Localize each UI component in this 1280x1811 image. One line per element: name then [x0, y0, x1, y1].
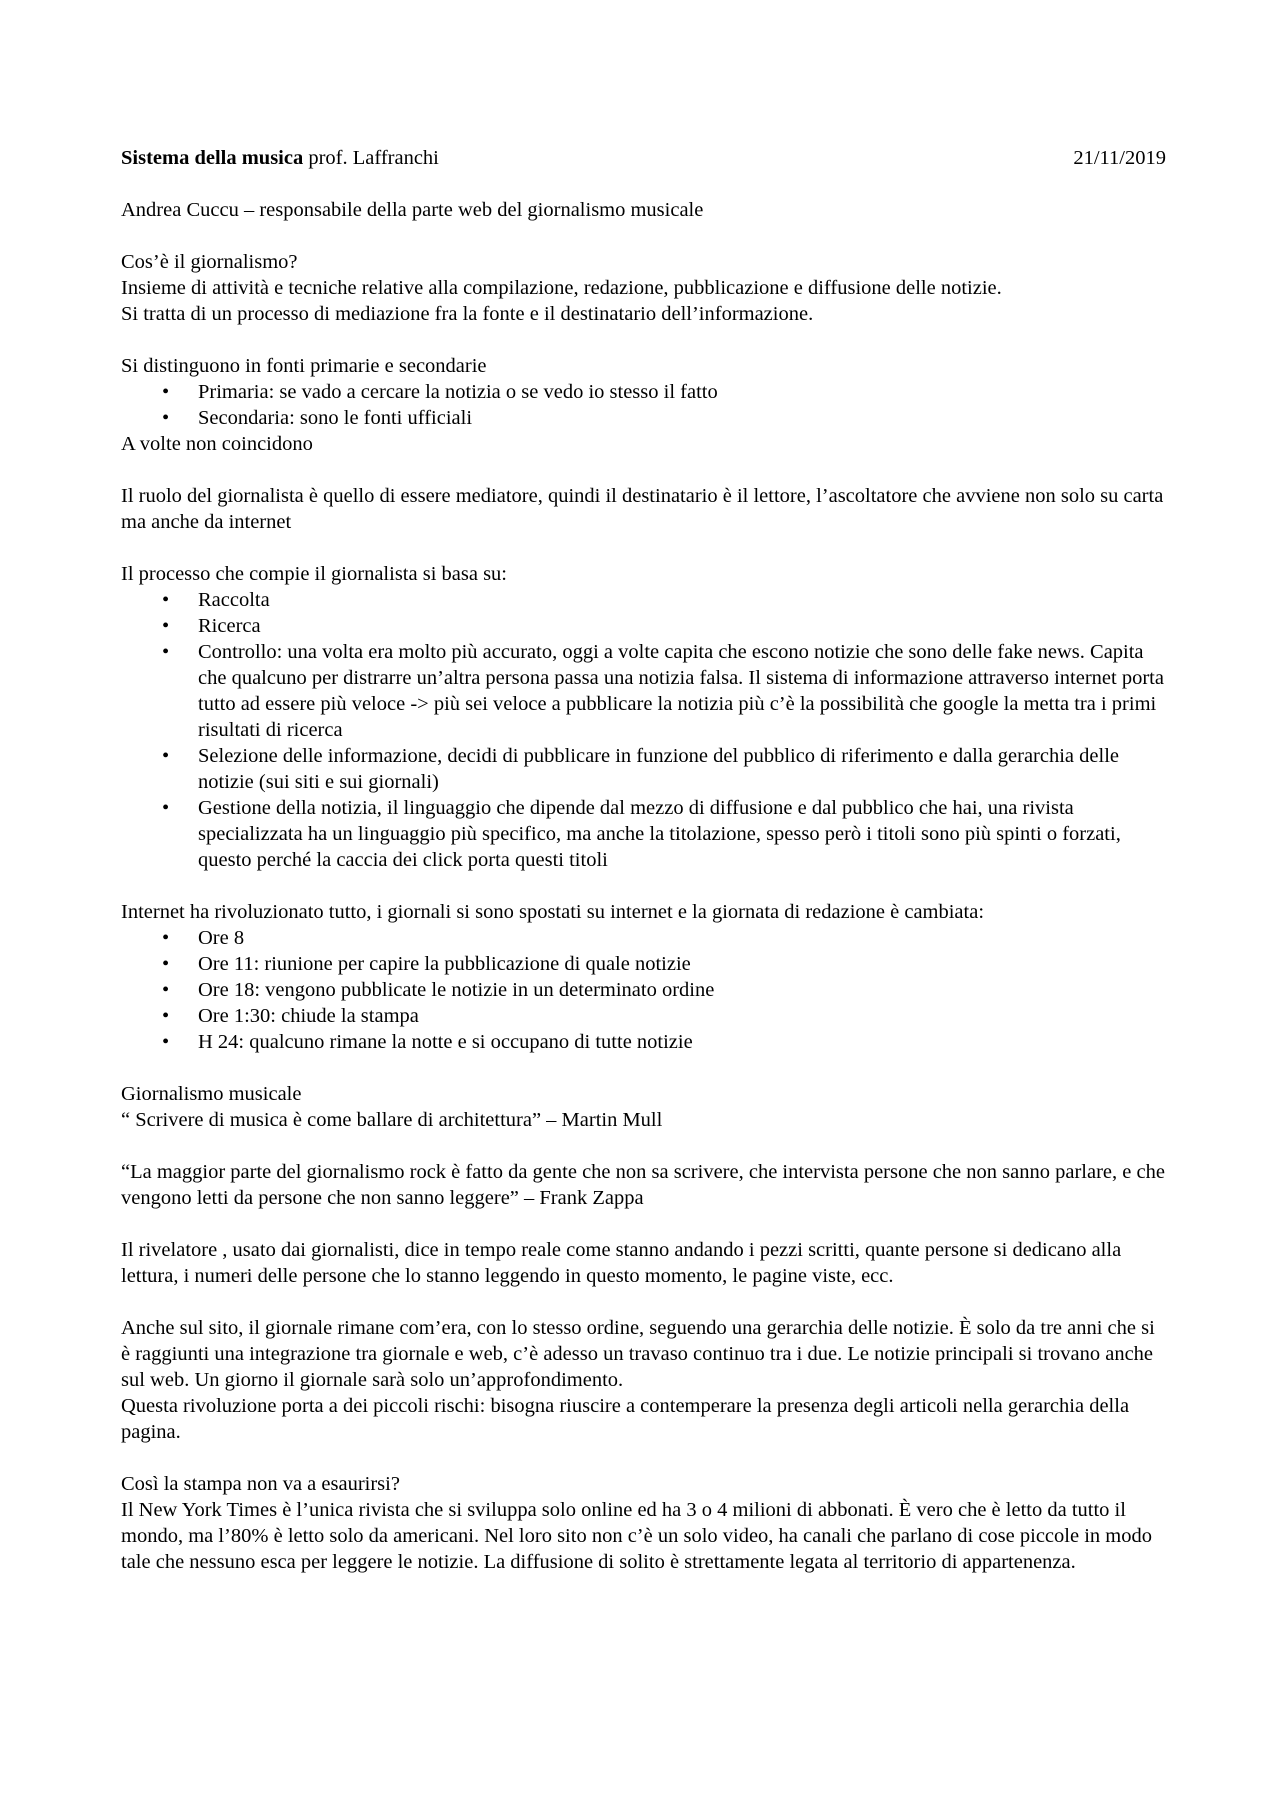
list-item: • Ore 11: riunione per capire la pubblicazione di quale notizie [121, 951, 1166, 977]
list-item: • Ore 8 [121, 925, 1166, 951]
document-page [121, 145, 1166, 1575]
fonti-list [121, 379, 1166, 431]
list-item: • Secondaria: sono le fonti ufficiali [121, 405, 1166, 431]
question-giornalismo: Cos’è il giornalismo? [121, 251, 298, 273]
document-header [121, 145, 1166, 171]
stampa-paragraph: Il New York Times è l’unica rivista che si sviluppa solo online ed ha 3 o 4 milioni di abbonati. È vero che è letto da tutto il mondo, ma l’80% è letto solo da americani. Nel loro sito non c’è un solo video, ha canali che parlano di cose piccole in modo tale che nessuno esca per leggere le notizie. La diffusione di solito è strettamente legata al territorio di appartenenza. [121, 1499, 1152, 1573]
quote-martin-mull: “ Scrivere di musica è come ballare di architettura” – Martin Mull [121, 1109, 663, 1131]
section-title-musicale: Giornalismo musicale [121, 1083, 302, 1105]
processo-intro: Il processo che compie il giornalista si basa su: [121, 563, 507, 585]
question-stampa: Così la stampa non va a esaurirsi? [121, 1473, 400, 1495]
definition-line-2: Si tratta di un processo di mediazione fra la fonte e il destinatario dell’informazione. [121, 303, 814, 325]
list-item: • Ore 1:30: chiude la stampa [121, 1003, 1166, 1029]
processo-list [121, 587, 1166, 873]
list-item: • Gestione della notizia, il linguaggio che dipende dal mezzo di diffusione e dal pubblico che hai, una rivista specializzata ha un linguaggio più specifico, ma anche la titolazione, spesso però i titoli sono più spinti o forzati, questo perché la caccia dei click porta questi titoli [121, 795, 1166, 873]
list-item: • Controllo: una volta era molto più accurato, oggi a volte capita che escono notizie che sono delle fake news. Capita che qualcuno per distrarre un’altra persona passa una notizia falsa. Il sistema di informazione attraverso internet porta tutto ad essere più veloce -> più sei veloce a pubblicare la notizia più c’è la possibilità che google la metta tra i primi risultati di ricerca [121, 639, 1166, 743]
speaker-line: Andrea Cuccu – responsabile della parte web del giornalismo musicale [121, 199, 704, 221]
list-item: • Ricerca [121, 613, 1166, 639]
redazione-schedule-list [121, 925, 1166, 1055]
lecture-date: 21/11/2019 [1073, 147, 1166, 169]
sito-rischi-line: Questa rivoluzione porta a dei piccoli rischi: bisogna riuscire a contemperare la presenza degli articoli nella gerarchia della pagina. [121, 1395, 1130, 1443]
fonti-outro: A volte non coincidono [121, 433, 313, 455]
fonti-intro: Si distinguono in fonti primarie e secondarie [121, 355, 487, 377]
definition-line-1: Insieme di attività e tecniche relative alla compilazione, redazione, pubblicazione e diffusione delle notizie. [121, 277, 1002, 299]
course-professor: prof. Laffranchi [303, 147, 439, 169]
course-title [121, 145, 439, 171]
list-item: • Ore 18: vengono pubblicate le notizie in un determinato ordine [121, 977, 1166, 1003]
list-item: • Raccolta [121, 587, 1166, 613]
rivelatore-paragraph: Il rivelatore , usato dai giornalisti, dice in tempo reale come stanno andando i pezzi scritti, quante persone si dedicano alla lettura, i numeri delle persone che lo stanno leggendo in questo momento, le pagine viste, ecc. [121, 1239, 1122, 1287]
internet-intro: Internet ha rivoluzionato tutto, i giornali si sono spostati su internet e la giornata di redazione è cambiata: [121, 901, 985, 923]
course-name: Sistema della musica [121, 147, 304, 169]
sito-paragraph: Anche sul sito, il giornale rimane com’era, con lo stesso ordine, seguendo una gerarchia delle notizie. È solo da tre anni che si è raggiunti una integrazione tra giornale e web, c’è adesso un travaso continuo tra i due. Le notizie principali si trovano anche sul web. Un giorno il giornale sarà solo un’approfondimento. [121, 1317, 1155, 1391]
quote-frank-zappa: “La maggior parte del giornalismo rock è fatto da gente che non sa scrivere, che intervista persone che non sanno parlare, e che vengono letti da persone che non sanno leggere” – Frank Zappa [121, 1161, 1165, 1209]
list-item: • Primaria: se vado a cercare la notizia o se vedo io stesso il fatto [121, 379, 1166, 405]
ruolo-paragraph: Il ruolo del giornalista è quello di essere mediatore, quindi il destinatario è il lettore, l’ascoltatore che avviene non solo su carta ma anche da internet [121, 485, 1164, 533]
list-item: • H 24: qualcuno rimane la notte e si occupano di tutte notizie [121, 1029, 1166, 1055]
list-item: • Selezione delle informazione, decidi di pubblicare in funzione del pubblico di riferimento e dalla gerarchia delle notizie (sui siti e sui giornali) [121, 743, 1166, 795]
